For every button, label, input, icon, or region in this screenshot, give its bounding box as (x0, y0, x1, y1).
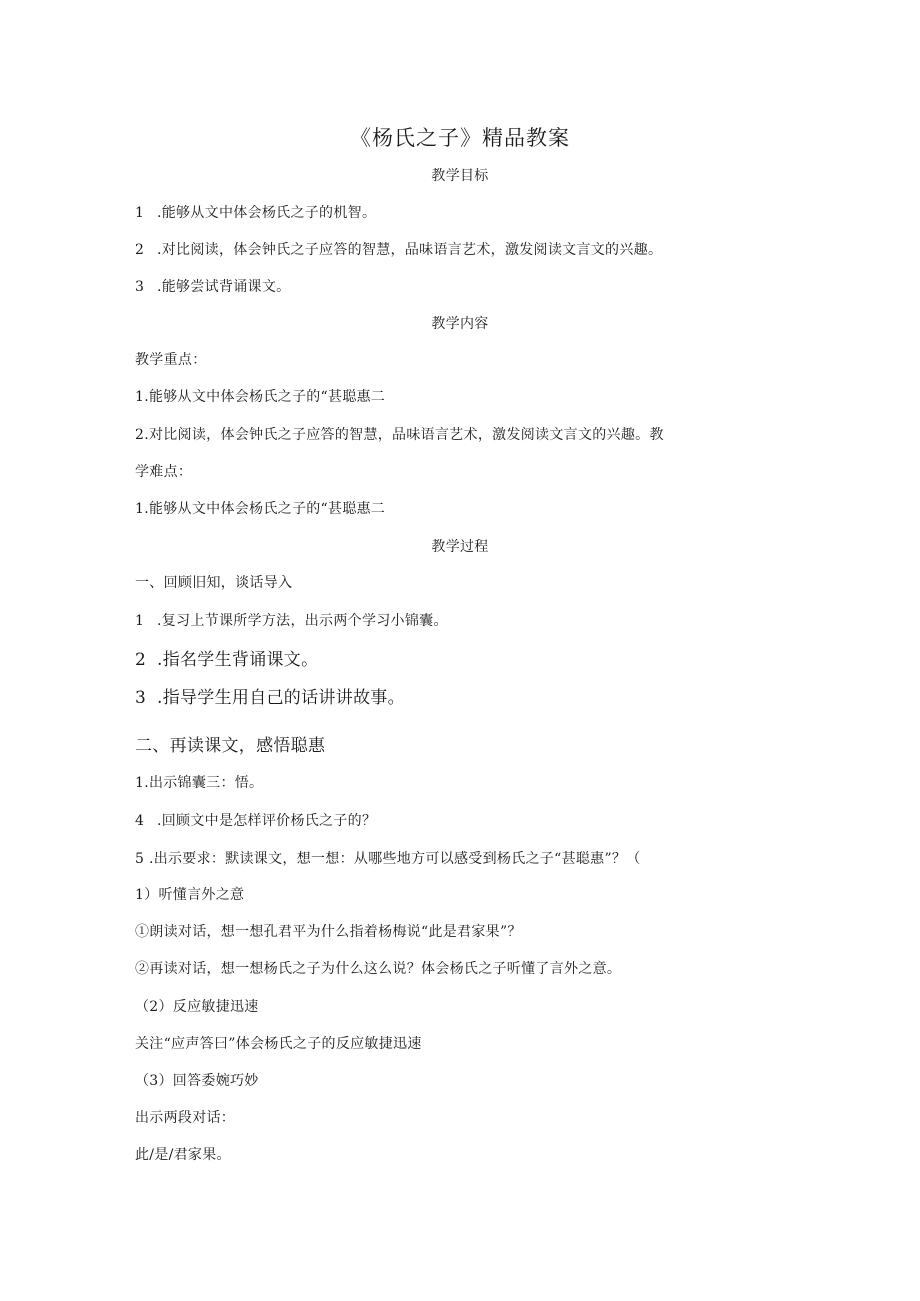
part1-item-2 (135, 648, 318, 672)
goal-text: .能够从文中体会杨氏之子的机智。 (157, 205, 377, 221)
key-points-label: 教学重点： (135, 352, 207, 368)
part2-heading: 二、再读课文，感悟聪惠 (135, 736, 326, 756)
content-line: 1.能够从文中体会杨氏之子的“甚聪惠二 (135, 389, 386, 405)
content-line: 1.能够从文中体会杨氏之子的“甚聪惠二 (135, 501, 386, 517)
part2-line: 1）听懂言外之意 (135, 887, 245, 903)
goal-item-3 (135, 277, 290, 297)
part2-line: ②再读对话，想一想杨氏之子为什么这么说？体会杨氏之子听懂了言外之意。 (135, 961, 622, 977)
goal-text: .对比阅读，体会钟氏之子应答的智慧，品味语言艺术，激发阅读文言文的兴趣。 (157, 242, 663, 258)
part2-line: 1.出示锦囊三：悟。 (135, 775, 264, 791)
item-number: 2 (135, 650, 147, 670)
part1-item-3 (135, 686, 405, 710)
part2-line: ①朗读对话，想一想孔君平为什么指着杨梅说“此是君家果”？ (135, 924, 522, 940)
heading-goals: 教学目标 (431, 168, 489, 184)
part1-item-1 (135, 611, 448, 631)
item-number: 1 (135, 613, 145, 629)
item-number: 3 (135, 688, 147, 708)
part1-heading: 一、回顾旧知，谈话导入 (135, 575, 293, 591)
goal-text: .能够尝试背诵课文。 (157, 279, 291, 295)
part2-line: 5 .出示要求：默读课文，想一想：从哪些地方可以感受到杨氏之子“甚聪惠”？（ (135, 851, 641, 867)
part2-line: 出示两段对话： (135, 1110, 236, 1126)
part2-item-4 (135, 811, 376, 831)
item-text: .复习上节课所学方法，出示两个学习小锦囊。 (157, 613, 448, 629)
part2-line: 此/是/君家果。 (135, 1147, 231, 1163)
content-line: 2.对比阅读，体会钟氏之子应答的智慧，品味语言艺术，激发阅读文言文的兴趣。教 (135, 427, 664, 443)
heading-process: 教学过程 (431, 539, 489, 555)
part2-line: （2）反应敏捷迅速 (135, 999, 259, 1015)
item-text: .指名学生背诵课文。 (157, 650, 319, 670)
goal-number: 1 (135, 205, 145, 221)
goal-item-1 (135, 203, 376, 223)
item-text: .回顾文中是怎样评价杨氏之子的？ (157, 813, 377, 829)
document-title: 《杨氏之子》精品教案 (350, 126, 570, 150)
heading-content: 教学内容 (431, 316, 489, 332)
goal-number: 3 (135, 279, 145, 295)
part2-line: （3）回答委婉巧妙 (135, 1073, 259, 1089)
item-text: .指导学生用自己的话讲讲故事。 (157, 688, 405, 708)
item-number: 4 (135, 813, 145, 829)
part2-line: 关注“应声答曰”体会杨氏之子的反应敏捷迅速 (135, 1036, 422, 1052)
goal-item-2 (135, 240, 662, 260)
goal-number: 2 (135, 242, 145, 258)
difficulty-label: 学难点： (135, 464, 193, 480)
